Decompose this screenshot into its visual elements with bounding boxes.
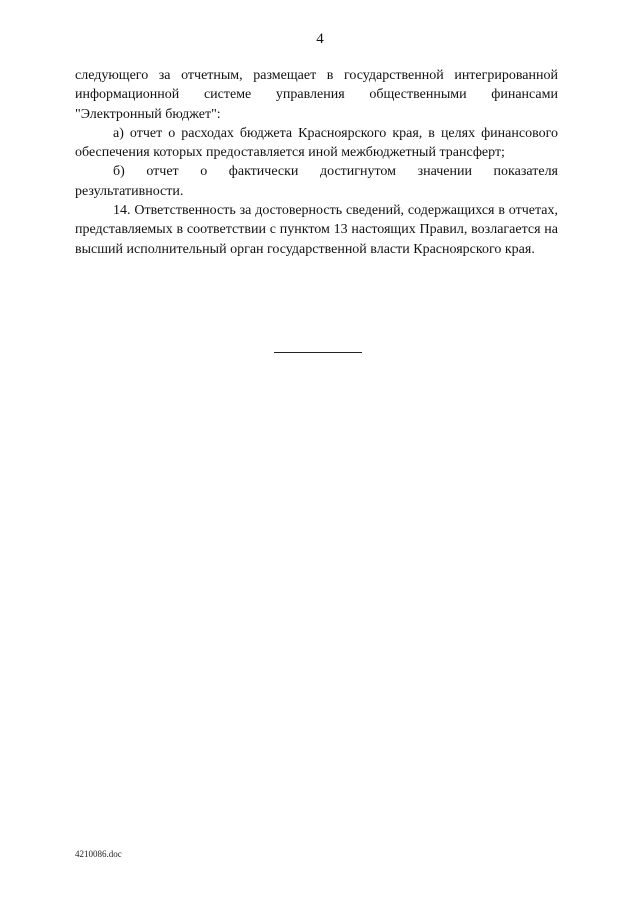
- paragraph-item-a: а) отчет о расходах бюджета Красноярского края, в целях финансового обеспечения которых предоставляется иной межбюджетный трансферт;: [75, 125, 558, 161]
- paragraph-clause-14: 14. Ответственность за достоверность сведений, содержащихся в отчетах, представляемых в соответствии с пунктом 13 настоящих Правил, возлагается на высший исполнительный орган государственной власти Красноярского края.: [75, 203, 558, 257]
- document-body: [75, 66, 558, 259]
- footer-filename: 4210086.doc: [75, 849, 122, 859]
- end-separator-line: [274, 352, 362, 353]
- paragraph-item-b: б) отчет о фактически достигнутом значении показателя результативности.: [75, 164, 558, 199]
- page-number: 4: [316, 31, 324, 47]
- paragraph-continuation: следующего за отчетным, размещает в государственной интегрированной информационной системе управления общественными финансами "Электронный бюджет":: [75, 68, 558, 122]
